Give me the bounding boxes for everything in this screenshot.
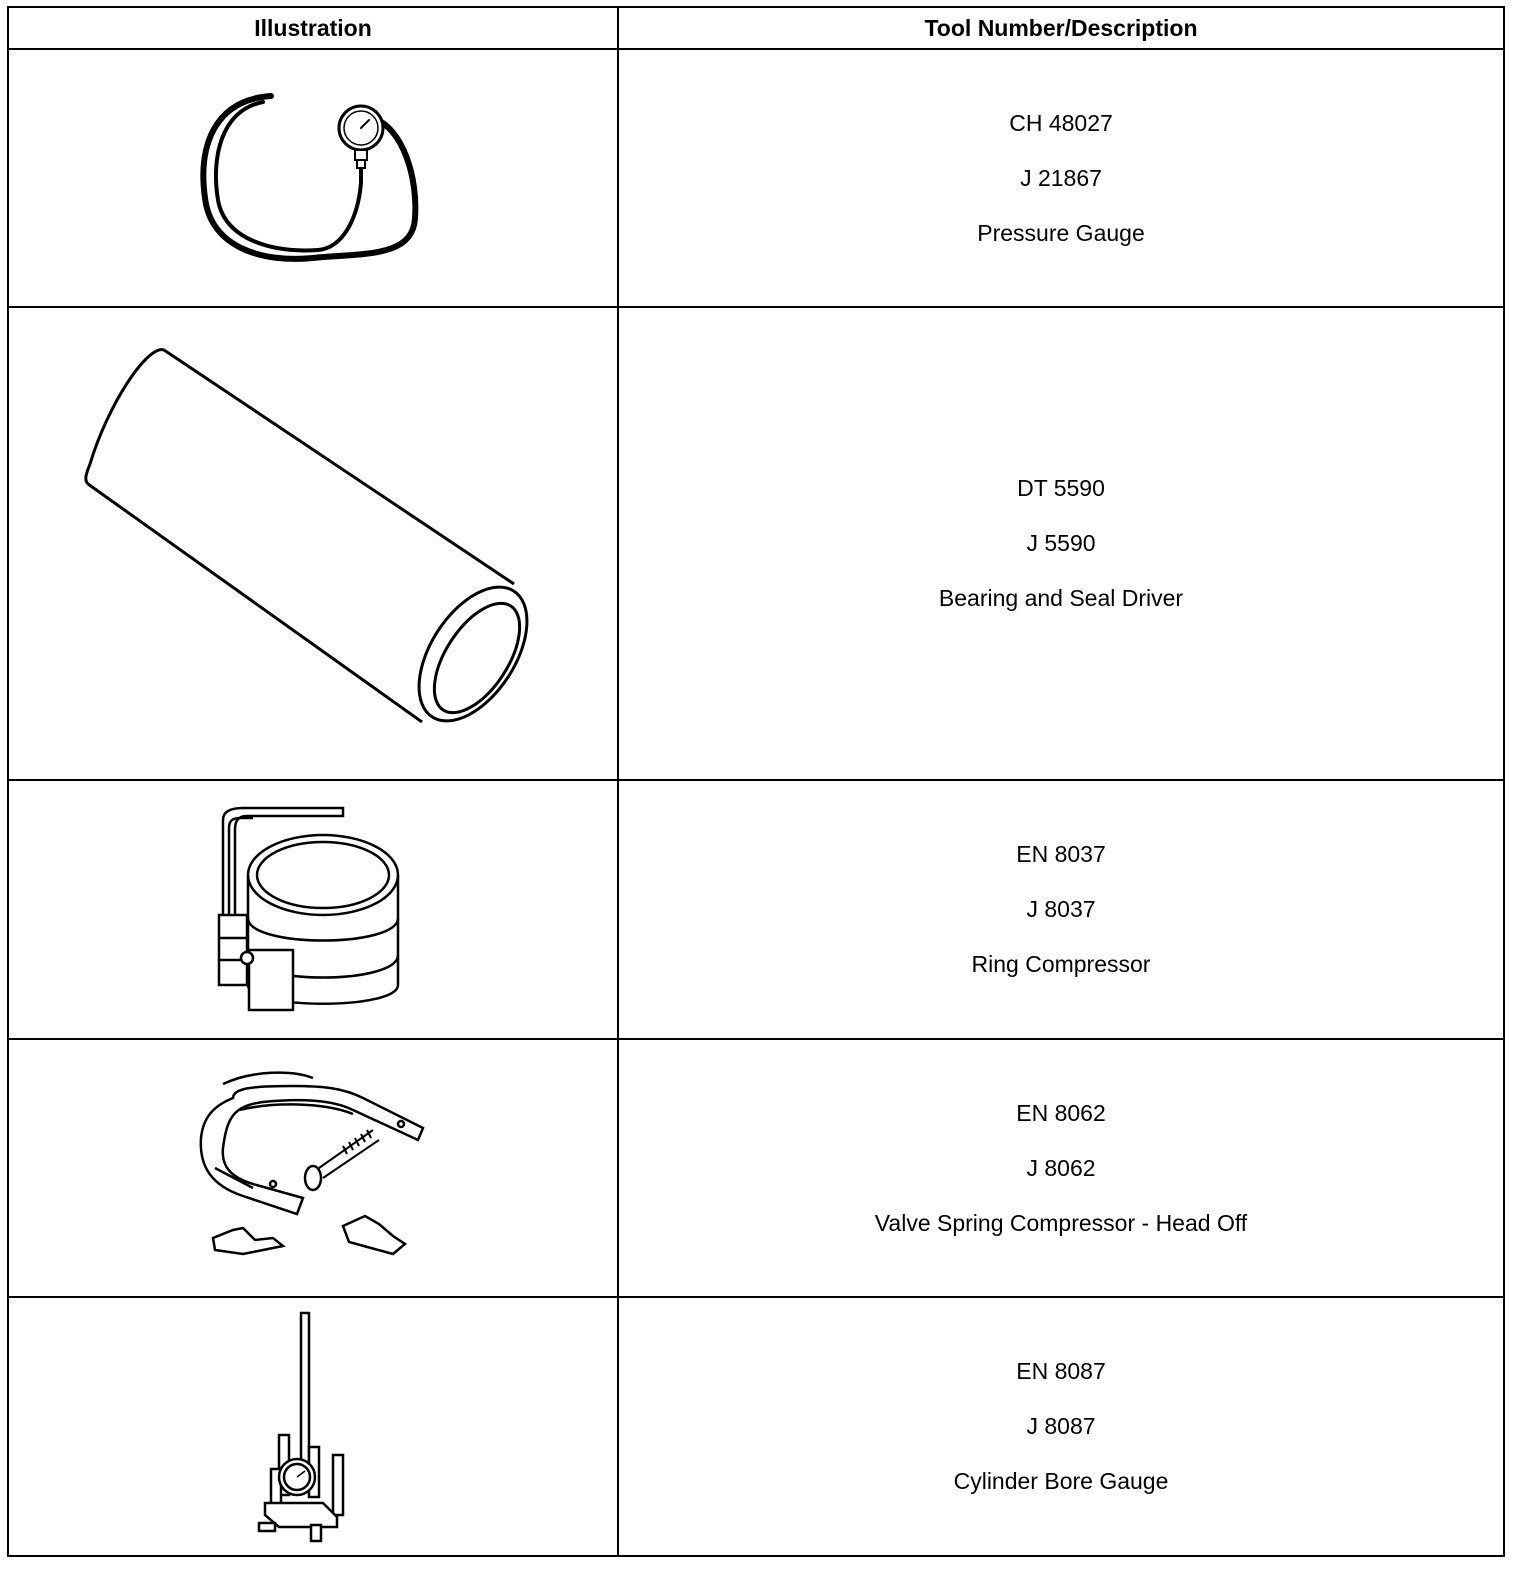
tool-description: Cylinder Bore Gauge: [953, 1468, 1169, 1494]
tool-number-alt: J 8037: [1026, 896, 1096, 922]
tool-description: Ring Compressor: [971, 951, 1151, 977]
illustration-cell: [8, 307, 618, 780]
description-column-header: Tool Number/Description: [618, 7, 1504, 49]
illustration-cell: [8, 49, 618, 307]
table-header-row: [8, 7, 1504, 49]
illustration-cell: [8, 1039, 618, 1297]
cylinder-bore-gauge-icon: [253, 1307, 373, 1547]
tool-number-alt: J 5590: [1026, 530, 1096, 556]
tool-description: Bearing and Seal Driver: [938, 585, 1184, 611]
table-row: [8, 1039, 1504, 1297]
tool-number: EN 8062: [1016, 1099, 1106, 1126]
tools-table: [7, 6, 1505, 1557]
table-row: [8, 780, 1504, 1039]
tool-description: Valve Spring Compressor - Head Off: [874, 1209, 1248, 1236]
tool-number: CH 48027: [1009, 109, 1113, 136]
description-cell: [618, 780, 1504, 1039]
table-row: [8, 1297, 1504, 1556]
tool-number-alt: J 21867: [1020, 164, 1102, 191]
bearing-seal-driver-icon: [78, 344, 548, 744]
table-row: [8, 49, 1504, 307]
pressure-gauge-icon: [193, 88, 433, 268]
description-cell: [618, 1039, 1504, 1297]
ring-compressor-icon: [213, 800, 413, 1020]
description-cell: [618, 1297, 1504, 1556]
tool-number: EN 8037: [1016, 841, 1106, 867]
tool-description: Pressure Gauge: [977, 219, 1145, 246]
description-cell: [618, 307, 1504, 780]
illustration-column-header: Illustration: [8, 7, 618, 49]
illustration-cell: [8, 1297, 618, 1556]
table-row: [8, 307, 1504, 780]
description-cell: [618, 49, 1504, 307]
tool-number: DT 5590: [1017, 475, 1105, 501]
valve-spring-compressor-icon: [193, 1068, 433, 1268]
illustration-cell: [8, 780, 618, 1039]
tool-number: EN 8087: [1016, 1358, 1106, 1384]
tool-number-alt: J 8087: [1026, 1413, 1096, 1439]
tool-number-alt: J 8062: [1026, 1154, 1096, 1181]
